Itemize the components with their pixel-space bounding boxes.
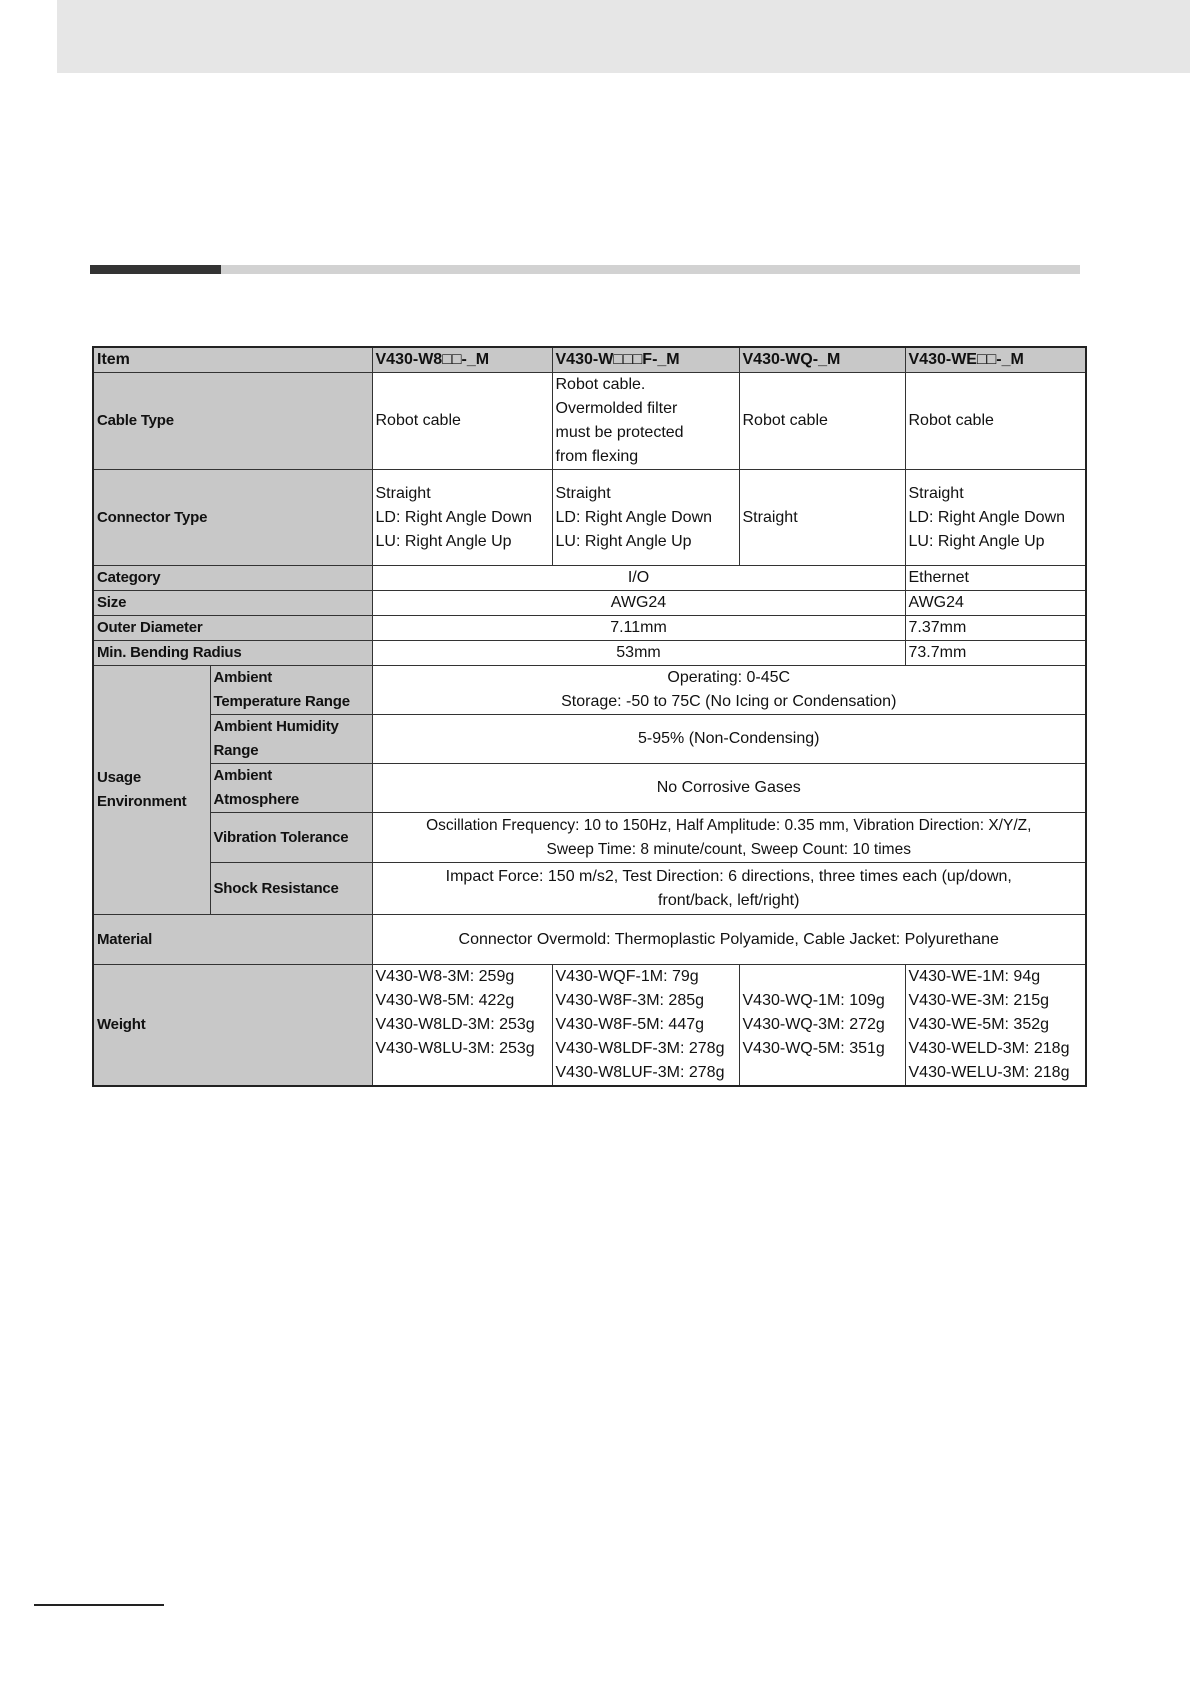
connector-line: LU: Right Angle Up	[908, 532, 1045, 550]
header-col-we: V430-WE□□-_M	[905, 347, 1086, 373]
label-atmosphere	[210, 764, 372, 813]
vibration-line: Oscillation Frequency: 10 to 150Hz, Half Amplitude: 0.35 mm, Vibration Direction: X/Y/Z,	[426, 816, 1032, 834]
temperature-line: Storage: -50 to 75C (No Icing or Condensation)	[561, 693, 897, 710]
vibration-value	[372, 813, 1086, 863]
shock-value	[372, 863, 1086, 915]
label-bending-radius: Min. Bending Radius	[93, 641, 372, 666]
shock-line: front/back, left/right)	[658, 891, 800, 909]
atmosphere-label-line: Ambient	[213, 767, 273, 784]
label-weight: Weight	[93, 965, 372, 1087]
row-atmosphere	[93, 764, 1086, 813]
weight-line: V430-WQ-3M: 272g	[742, 1016, 885, 1033]
weight-line: V430-W8LD-3M: 253g	[375, 1016, 535, 1033]
row-bending-radius	[93, 641, 1086, 666]
size-common: AWG24	[372, 591, 905, 616]
row-humidity	[93, 715, 1086, 764]
row-size	[93, 591, 1086, 616]
material-value: Connector Overmold: Thermoplastic Polyamide, Cable Jacket: Polyurethane	[372, 915, 1086, 965]
size-we: AWG24	[905, 591, 1086, 616]
section-divider	[90, 265, 1080, 274]
connector-type-wq: Straight	[739, 470, 905, 566]
label-usage-environment	[93, 666, 210, 915]
connector-type-wf	[552, 470, 739, 566]
label-category: Category	[93, 566, 372, 591]
atmosphere-value: No Corrosive Gases	[372, 764, 1086, 813]
connector-line: Straight	[908, 484, 964, 502]
label-vibration: Vibration Tolerance	[210, 813, 372, 863]
row-category	[93, 566, 1086, 591]
connector-line: LU: Right Angle Up	[375, 532, 512, 550]
row-material	[93, 915, 1086, 965]
weight-w8	[372, 965, 552, 1087]
weight-line: V430-WQ-1M: 109g	[742, 992, 885, 1009]
header-col-wf: V430-W□□□F-_M	[552, 347, 739, 373]
label-outer-diameter: Outer Diameter	[93, 616, 372, 641]
connector-line: LD: Right Angle Down	[908, 508, 1066, 526]
category-common: I/O	[372, 566, 905, 591]
header-col-w8: V430-W8□□-_M	[372, 347, 552, 373]
header-item: Item	[93, 347, 372, 373]
row-outer-diameter	[93, 616, 1086, 641]
weight-line: V430-W8LDF-3M: 278g	[555, 1040, 725, 1057]
bending-radius-common: 53mm	[372, 641, 905, 666]
label-material: Material	[93, 915, 372, 965]
shock-line: Impact Force: 150 m/s2, Test Direction: 6 directions, three times each (up/down,	[445, 867, 1012, 885]
cable-type-wf	[552, 373, 739, 470]
row-shock	[93, 863, 1086, 915]
weight-line: V430-WELD-3M: 218g	[908, 1040, 1070, 1057]
cable-type-wf-line: from flexing	[555, 448, 639, 465]
category-we: Ethernet	[905, 566, 1086, 591]
header-row	[93, 347, 1086, 373]
temperature-label-line: Temperature Range	[213, 693, 350, 710]
temperature-line: Operating: 0-45C	[667, 669, 791, 686]
usage-label-line: Usage	[97, 769, 142, 786]
row-connector-type	[93, 470, 1086, 566]
connector-line: LD: Right Angle Down	[555, 508, 713, 526]
weight-line: V430-WQF-1M: 79g	[555, 968, 699, 985]
label-humidity	[210, 715, 372, 764]
weight-wf	[552, 965, 739, 1087]
cable-type-wf-line: Overmolded filter	[555, 400, 678, 417]
usage-label-line: Environment	[97, 793, 187, 810]
cable-type-wq: Robot cable	[739, 373, 905, 470]
weight-line: V430-WQ-5M: 351g	[742, 1040, 885, 1057]
row-weight	[93, 965, 1086, 1087]
temperature-value	[372, 666, 1086, 715]
cable-type-we: Robot cable	[905, 373, 1086, 470]
row-vibration	[93, 813, 1086, 863]
vibration-line: Sweep Time: 8 minute/count, Sweep Count: 10 times	[546, 840, 911, 858]
outer-diameter-common: 7.11mm	[372, 616, 905, 641]
label-shock: Shock Resistance	[210, 863, 372, 915]
connector-type-w8	[372, 470, 552, 566]
connector-line: Straight	[375, 484, 431, 502]
row-cable-type	[93, 373, 1086, 470]
weight-line: V430-WE-5M: 352g	[908, 1016, 1050, 1033]
spec-table	[92, 346, 1087, 1087]
connector-line: LD: Right Angle Down	[375, 508, 533, 526]
label-size: Size	[93, 591, 372, 616]
label-cable-type: Cable Type	[93, 373, 372, 470]
atmosphere-label-line: Atmosphere	[213, 791, 300, 808]
weight-line: V430-W8F-3M: 285g	[555, 992, 705, 1009]
cable-type-wf-line: Robot cable.	[555, 376, 646, 393]
label-temperature	[210, 666, 372, 715]
connector-type-we	[905, 470, 1086, 566]
label-connector-type: Connector Type	[93, 470, 372, 566]
weight-line: V430-WELU-3M: 218g	[908, 1064, 1070, 1081]
header-col-wq: V430-WQ-_M	[739, 347, 905, 373]
cable-type-w8: Robot cable	[372, 373, 552, 470]
connector-line: LU: Right Angle Up	[555, 532, 692, 550]
page-header-band	[57, 0, 1190, 73]
humidity-label-line: Ambient Humidity	[213, 718, 339, 735]
outer-diameter-we: 7.37mm	[905, 616, 1086, 641]
temperature-label-line: Ambient	[213, 669, 273, 686]
section-divider-accent	[90, 265, 221, 274]
weight-line: V430-WE-1M: 94g	[908, 968, 1041, 985]
connector-line: Straight	[555, 484, 611, 502]
footer-rule	[34, 1604, 164, 1606]
weight-line: V430-WE-3M: 215g	[908, 992, 1050, 1009]
weight-line: V430-W8F-5M: 447g	[555, 1016, 705, 1033]
humidity-value: 5-95% (Non-Condensing)	[372, 715, 1086, 764]
weight-line: V430-W8-5M: 422g	[375, 992, 515, 1009]
weight-line: V430-W8LU-3M: 253g	[375, 1040, 535, 1057]
row-temperature	[93, 666, 1086, 715]
humidity-label-line: Range	[213, 742, 259, 759]
weight-line: V430-W8LUF-3M: 278g	[555, 1064, 725, 1081]
cable-type-wf-line: must be protected	[555, 424, 684, 441]
weight-wq	[739, 965, 905, 1087]
bending-radius-we: 73.7mm	[905, 641, 1086, 666]
weight-line: V430-W8-3M: 259g	[375, 968, 515, 985]
weight-we	[905, 965, 1086, 1087]
